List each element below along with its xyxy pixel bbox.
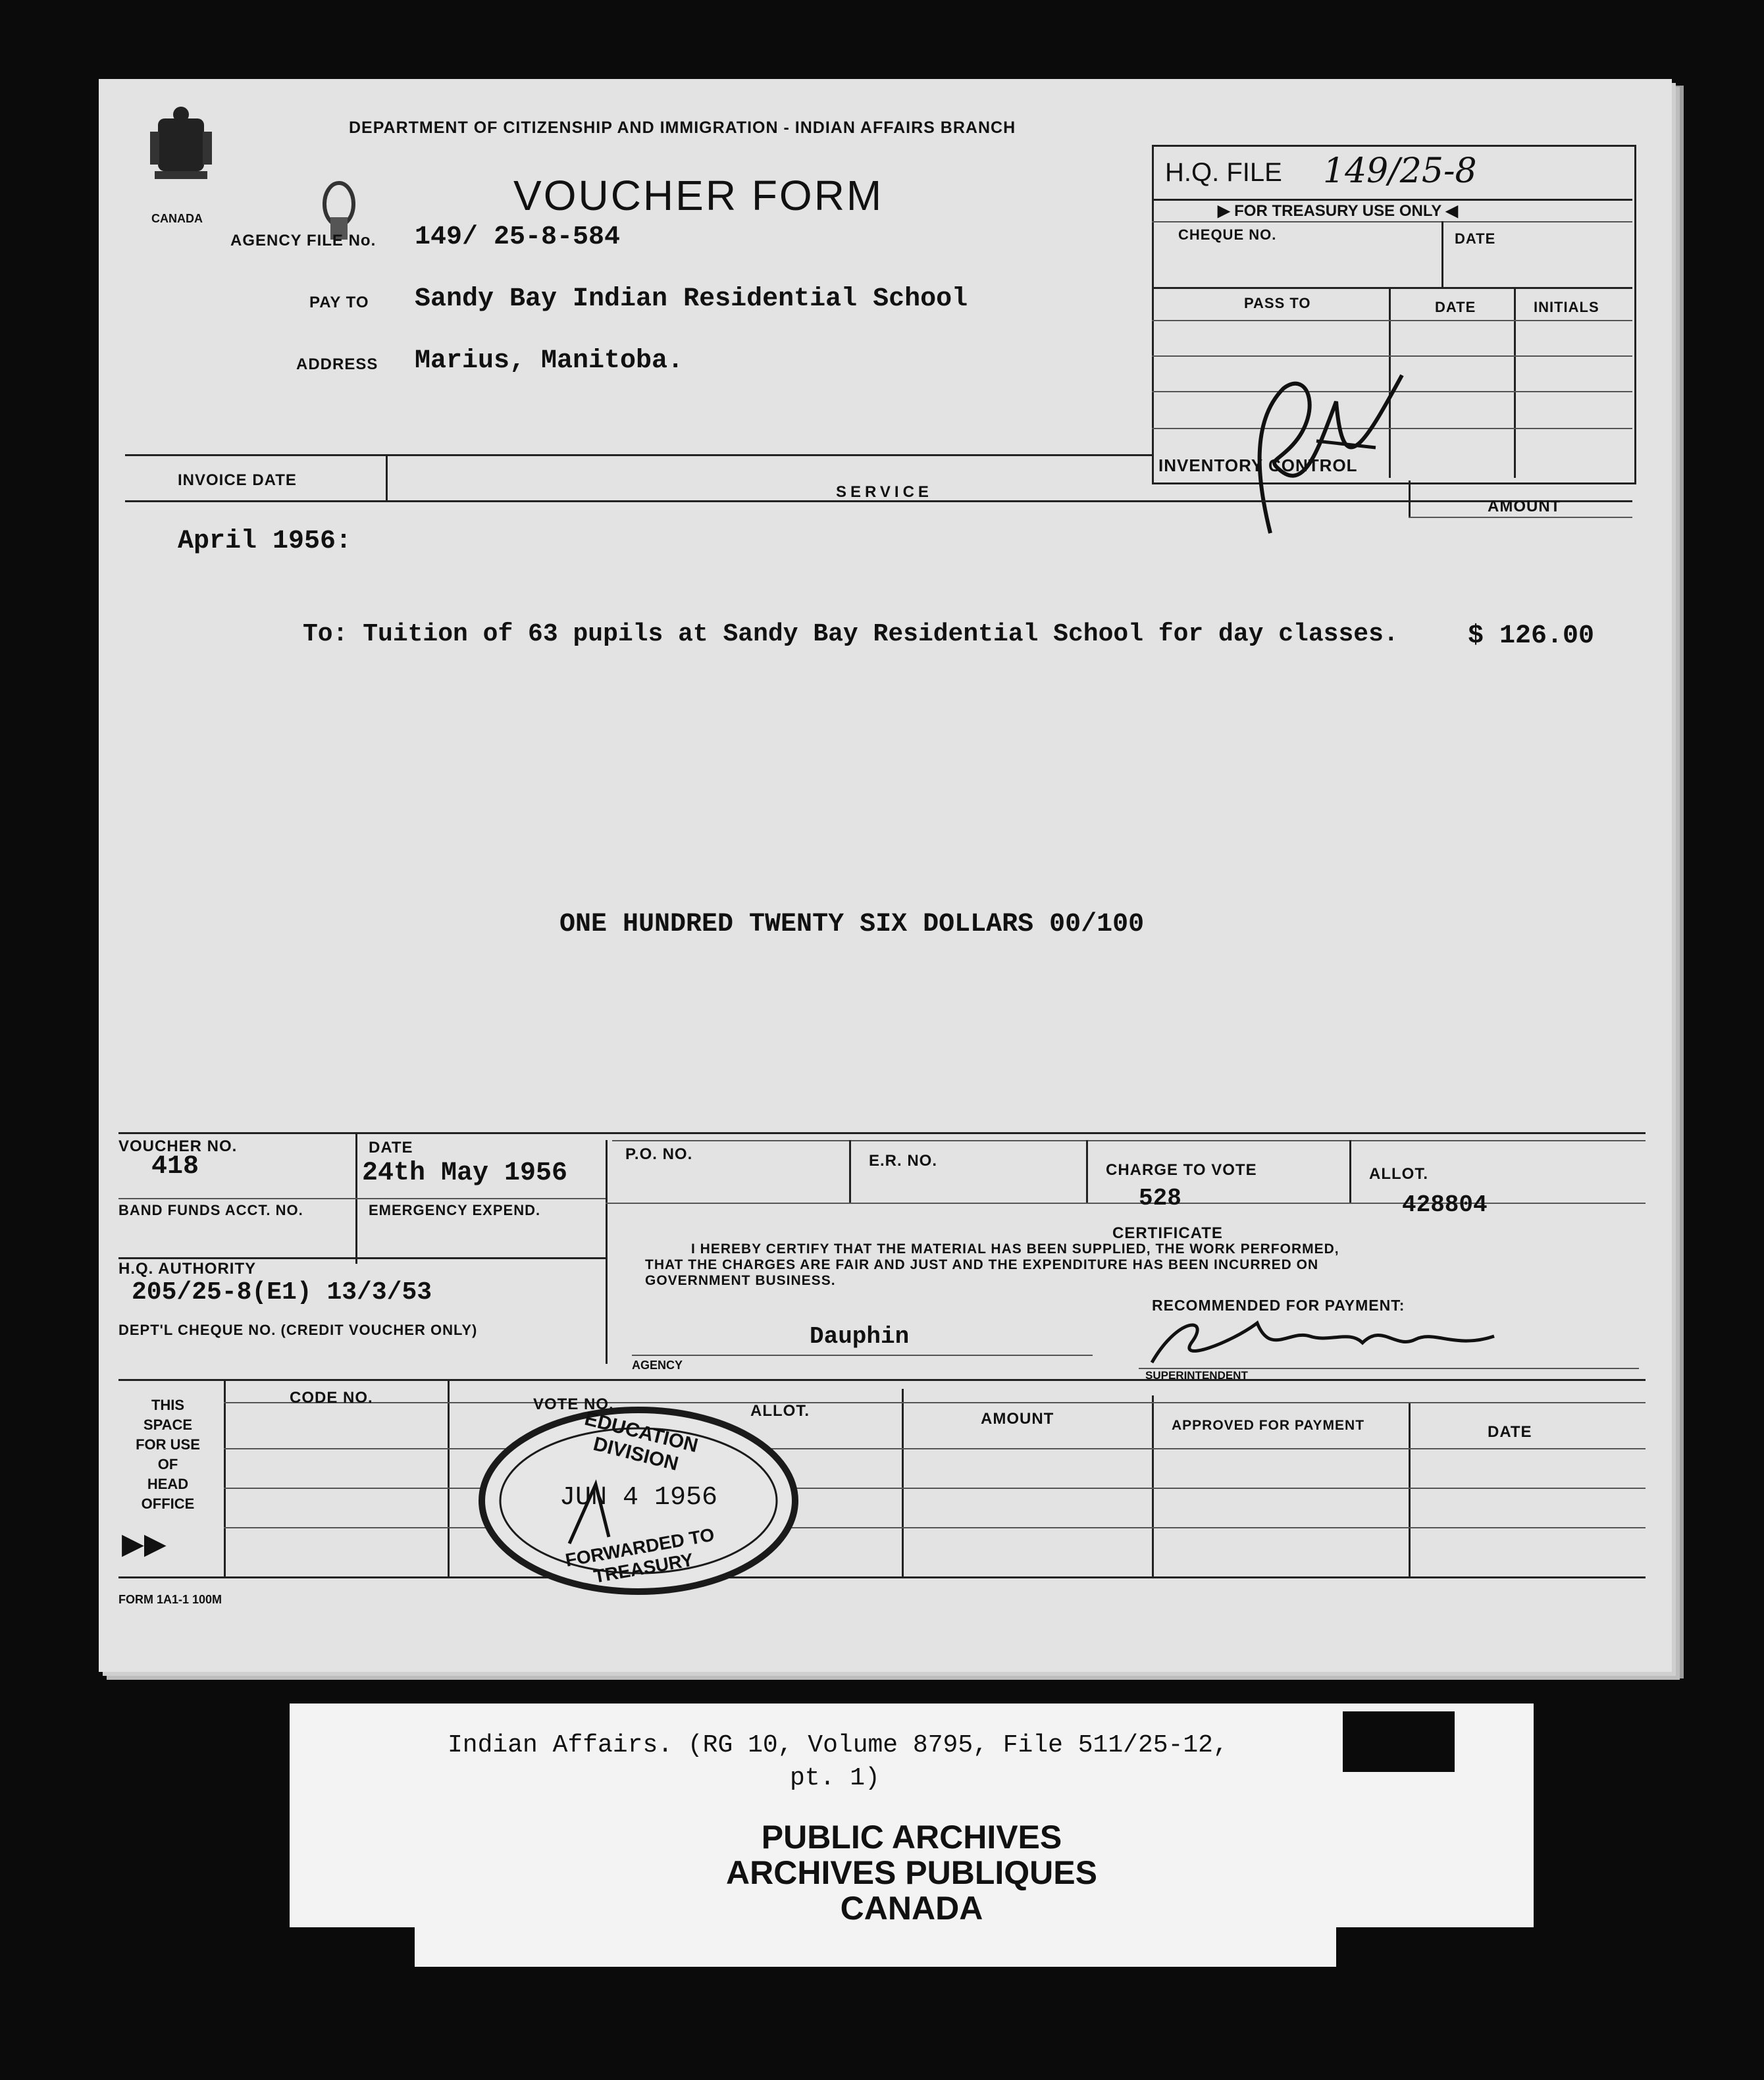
ho-date-header: DATE	[1488, 1423, 1532, 1441]
country-label: CANADA	[151, 212, 203, 225]
er-no-label: E.R. NO.	[869, 1152, 938, 1170]
agency-label: AGENCY	[632, 1359, 683, 1372]
caption-line-1: Indian Affairs. (RG 10, Volume 8795, File 511/25-12,	[448, 1731, 1228, 1759]
head-office-line-6: OFFICE	[141, 1495, 195, 1512]
emergency-label: EMERGENCY EXPEND.	[369, 1202, 541, 1218]
certificate-text-2: THAT THE CHARGES ARE FAIR AND JUST AND THE EXPENDITURE HAS BEEN INCURRED ON	[645, 1257, 1319, 1272]
cheque-no-label: CHEQUE NO.	[1178, 226, 1277, 243]
certificate-title: CERTIFICATE	[1112, 1224, 1223, 1242]
head-office-line-1: THIS	[151, 1397, 185, 1413]
service-header: SERVICE	[836, 483, 933, 501]
head-office-line-3: FOR USE	[136, 1436, 200, 1453]
hq-authority-value: 205/25-8(E1) 13/3/53	[132, 1278, 432, 1307]
coat-of-arms-icon	[145, 105, 217, 191]
pass-to-label: PASS TO	[1244, 295, 1311, 311]
hq-file-label: H.Q. FILE	[1165, 158, 1282, 187]
allot-value: 428804	[1402, 1191, 1488, 1218]
agency-value: Dauphin	[810, 1323, 910, 1350]
archives-country: CANADA	[840, 1890, 983, 1927]
ho-allot-header: ALLOT.	[750, 1402, 810, 1420]
handwritten-initials-icon	[1231, 362, 1415, 546]
date-label: DATE	[369, 1139, 413, 1157]
amount-value: $ 126.00	[1468, 621, 1595, 651]
vote-no-header: VOTE NO.	[533, 1395, 614, 1413]
date-value: 24th May 1956	[362, 1158, 568, 1188]
approved-header: APPROVED FOR PAYMENT	[1172, 1418, 1365, 1433]
double-arrow-icon: ▶▶	[122, 1528, 167, 1560]
charge-to-vote-value: 528	[1139, 1185, 1181, 1212]
voucher-no-value: 418	[151, 1152, 199, 1182]
education-division-stamp	[477, 1405, 800, 1596]
treasury-use-label: ▶ FOR TREASURY USE ONLY ◀	[1218, 202, 1458, 220]
certificate-text-1: I HEREBY CERTIFY THAT THE MATERIAL HAS BEEN SUPPLIED, THE WORK PERFORMED,	[691, 1241, 1339, 1257]
certificate-text-3: GOVERNMENT BUSINESS.	[645, 1273, 836, 1288]
stamp-top-text: EDUCATION DIVISION	[582, 1407, 700, 1475]
voucher-paper	[99, 79, 1672, 1672]
archives-label	[290, 1819, 1534, 1926]
invoice-date-header: INVOICE DATE	[178, 471, 297, 489]
head-office-line-2: SPACE	[143, 1417, 193, 1433]
cheque-date-label: DATE	[1455, 230, 1496, 247]
stamp-bottom-text: FORWARDED TO TREASURY	[563, 1524, 716, 1587]
amount-header: AMOUNT	[1488, 498, 1561, 515]
pay-to-label: PAY TO	[309, 294, 369, 311]
department-header: DEPARTMENT OF CITIZENSHIP AND IMMIGRATION - INDIAN AFFAIRS BRANCH	[349, 118, 1016, 137]
agency-file-label: AGENCY FILE No.	[230, 232, 376, 249]
treasury-use-text: FOR TREASURY USE ONLY	[1234, 202, 1441, 220]
caption-tab	[415, 1927, 1336, 1967]
allot-label: ALLOT.	[1369, 1165, 1428, 1183]
archives-en: PUBLIC ARCHIVES	[761, 1819, 1062, 1856]
archives-fr: ARCHIVES PUBLIQUES	[726, 1854, 1097, 1891]
deptl-cheque-label: DEPT'L CHEQUE NO. (CREDIT VOUCHER ONLY)	[118, 1322, 478, 1338]
ho-amount-header: AMOUNT	[981, 1410, 1054, 1428]
caption-line-2: pt. 1)	[790, 1764, 880, 1792]
band-funds-label: BAND FUNDS ACCT. NO.	[118, 1202, 303, 1218]
form-title: VOUCHER FORM	[513, 172, 884, 219]
recommended-label: RECOMMENDED FOR PAYMENT:	[1152, 1297, 1405, 1314]
amount-in-words: ONE HUNDRED TWENTY SIX DOLLARS 00/100	[559, 910, 1145, 939]
agency-file-value: 149/ 25-8-584	[415, 222, 621, 252]
hq-file-value: 149/25-8	[1323, 151, 1477, 191]
voucher-no-label: VOUCHER NO.	[118, 1137, 238, 1155]
inventory-control-label: INVENTORY CONTROL	[1158, 455, 1358, 475]
po-no-label: P.O. NO.	[625, 1145, 693, 1163]
caption-black-tab	[1343, 1711, 1455, 1772]
head-office-line-4: OF	[157, 1456, 178, 1472]
head-office-note	[118, 1395, 217, 1514]
address-value: Marius, Manitoba.	[415, 346, 684, 376]
hq-authority-label: H.Q. AUTHORITY	[118, 1260, 257, 1278]
code-no-header: CODE NO.	[290, 1389, 373, 1407]
invoice-date-value: April 1956:	[178, 527, 352, 556]
pass-date-label: DATE	[1435, 299, 1476, 315]
address-label: ADDRESS	[296, 355, 378, 373]
superintendent-signature-icon	[1139, 1303, 1507, 1376]
charge-to-vote-label: CHARGE TO VOTE	[1106, 1161, 1257, 1179]
stamp-date: JUN 4 1956	[559, 1483, 718, 1513]
service-line: To: Tuition of 63 pupils at Sandy Bay Residential School for day classes.	[303, 620, 1399, 648]
pay-to-value: Sandy Bay Indian Residential School	[415, 284, 968, 314]
head-office-line-5: HEAD	[147, 1476, 189, 1492]
initials-label: INITIALS	[1534, 299, 1599, 315]
superintendent-label: SUPERINTENDENT	[1145, 1369, 1248, 1382]
form-number: FORM 1A1-1 100M	[118, 1593, 222, 1606]
